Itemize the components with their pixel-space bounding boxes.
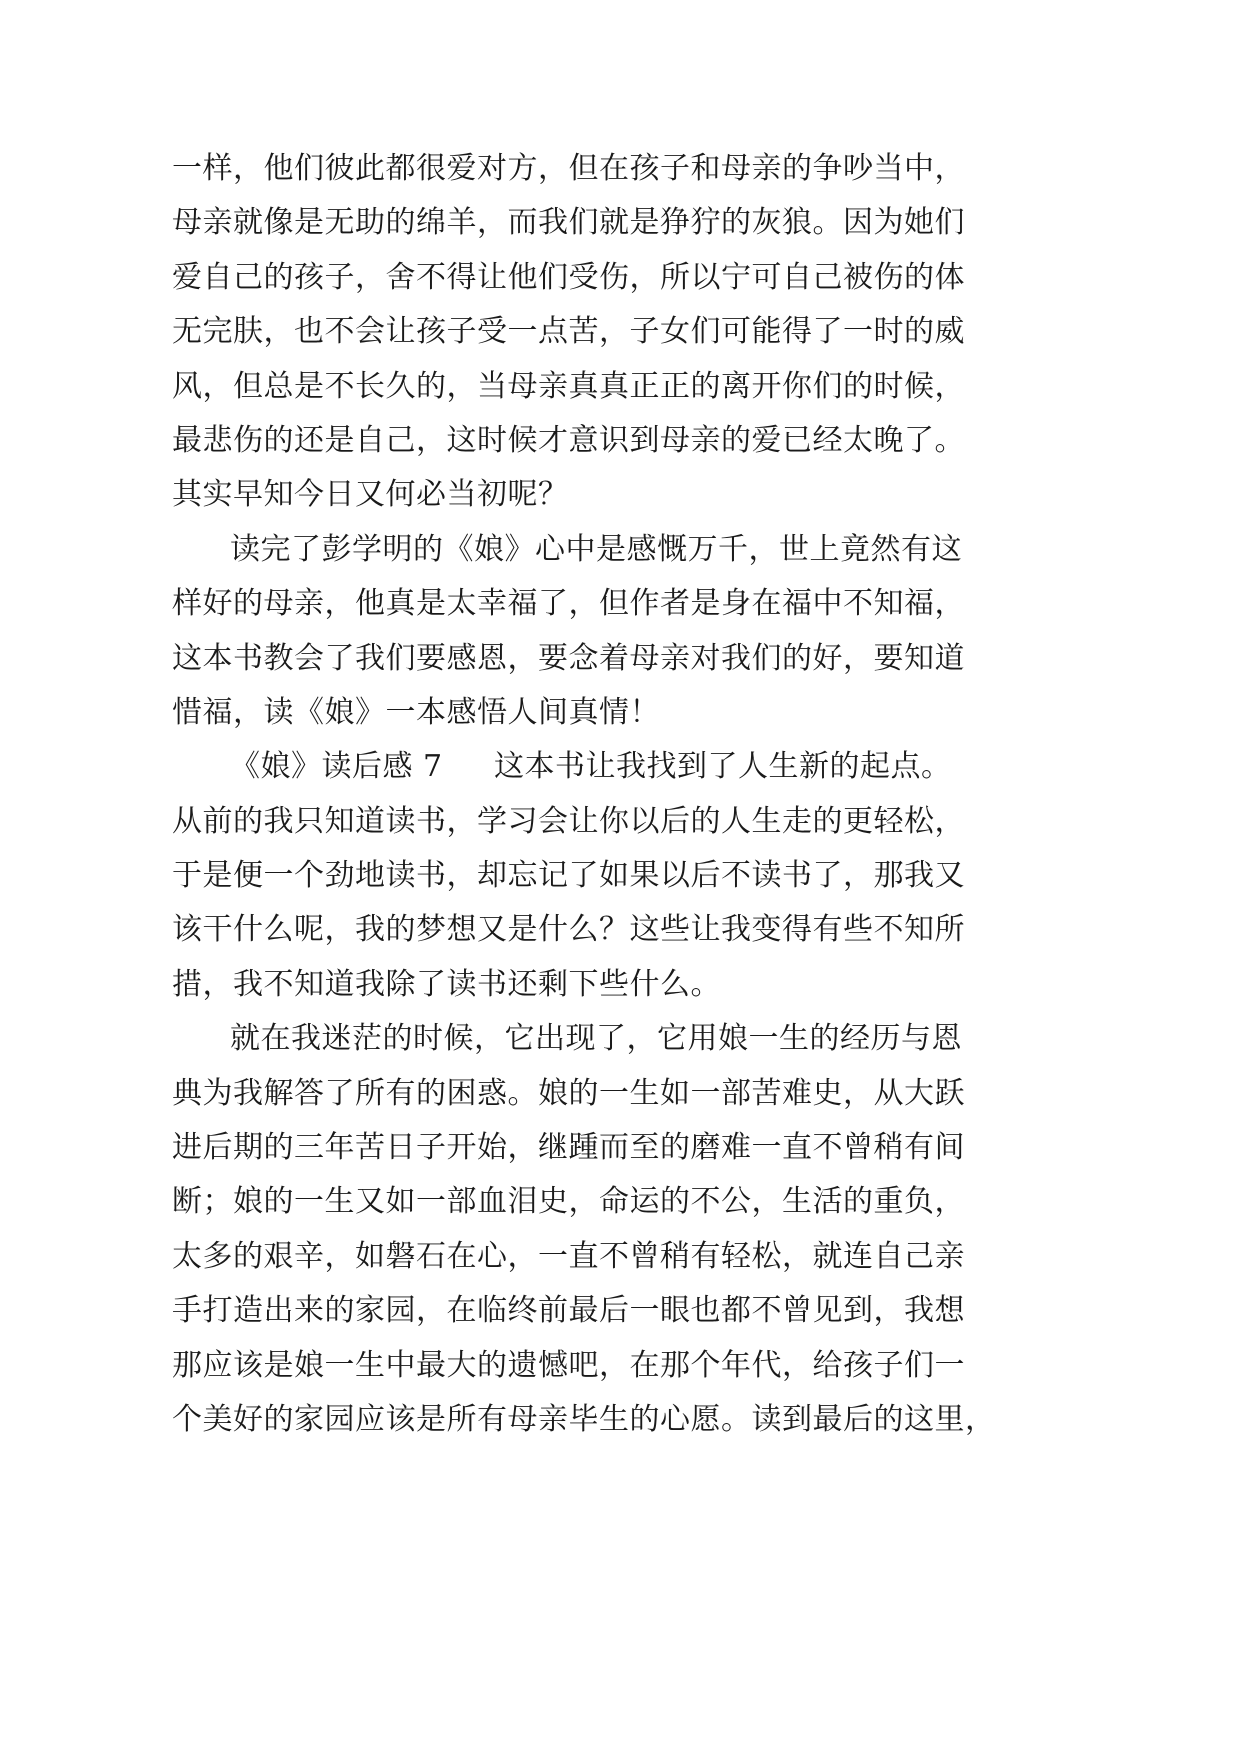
section-heading-line <box>172 740 972 794</box>
text-line: 典为我解答了所有的困惑。娘的一生如一部苦难史，从大跃 <box>172 1075 965 1111</box>
text-line: 于是便一个劲地读书，却忘记了如果以后不读书了，那我又 <box>172 858 965 894</box>
paragraph-start-line: 读完了彭学明的《娘》心中是感慨万千，世上竟然有这 <box>230 531 962 567</box>
text-line: 爱自己的孩子，舍不得让他们受伤，所以宁可自己被伤的体 <box>172 259 965 295</box>
text-line: 那应该是娘一生中最大的遗憾吧，在那个年代，给孩子们一 <box>172 1347 965 1383</box>
text-line: 进后期的三年苦日子开始，继踵而至的磨难一直不曾稍有间 <box>172 1130 965 1166</box>
text-line: 风，但总是不长久的，当母亲真真正正的离开你们的时候， <box>172 368 965 404</box>
text-line: 从前的我只知道读书，学习会让你以后的人生走的更轻松， <box>172 803 965 839</box>
section-heading: 《娘》读后感 7 <box>230 749 443 785</box>
text-line: 惜福，读《娘》一本感悟人间真情！ <box>172 694 660 730</box>
text-line: 这本书让我找到了人生新的起点。 <box>494 749 952 785</box>
text-line: 断；娘的一生又如一部血泪史，命运的不公，生活的重负， <box>172 1184 965 1220</box>
text-line: 措，我不知道我除了读书还剩下些什么。 <box>172 966 721 1002</box>
text-line: 母亲就像是无助的绵羊，而我们就是狰狞的灰狼。因为她们 <box>172 205 965 241</box>
text-line: 个美好的家园应该是所有母亲毕生的心愿。读到最后的这里， <box>172 1401 996 1437</box>
text-line: 该干什么呢，我的梦想又是什么？这些让我变得有些不知所 <box>172 912 965 948</box>
text-line: 手打造出来的家园，在临终前最后一眼也都不曾见到，我想 <box>172 1293 965 1329</box>
text-line: 最悲伤的还是自己，这时候才意识到母亲的爱已经太晚了。 <box>172 422 965 458</box>
text-line: 其实早知今日又何必当初呢？ <box>172 477 569 513</box>
text-line: 一样，他们彼此都很爱对方，但在孩子和母亲的争吵当中， <box>172 151 965 186</box>
text-line: 这本书教会了我们要感恩，要念着母亲对我们的好，要知道 <box>172 640 965 676</box>
text-line: 无完肤，也不会让孩子受一点苦，子女们可能得了一时的威 <box>172 314 965 350</box>
paragraph-start-line: 就在我迷茫的时候，它出现了，它用娘一生的经历与恩 <box>230 1021 962 1057</box>
essay-body <box>172 142 996 1447</box>
text-line: 太多的艰辛，如磐石在心，一直不曾稍有轻松，就连自己亲 <box>172 1238 965 1274</box>
text-line: 样好的母亲，他真是太幸福了，但作者是身在福中不知福， <box>172 586 965 622</box>
